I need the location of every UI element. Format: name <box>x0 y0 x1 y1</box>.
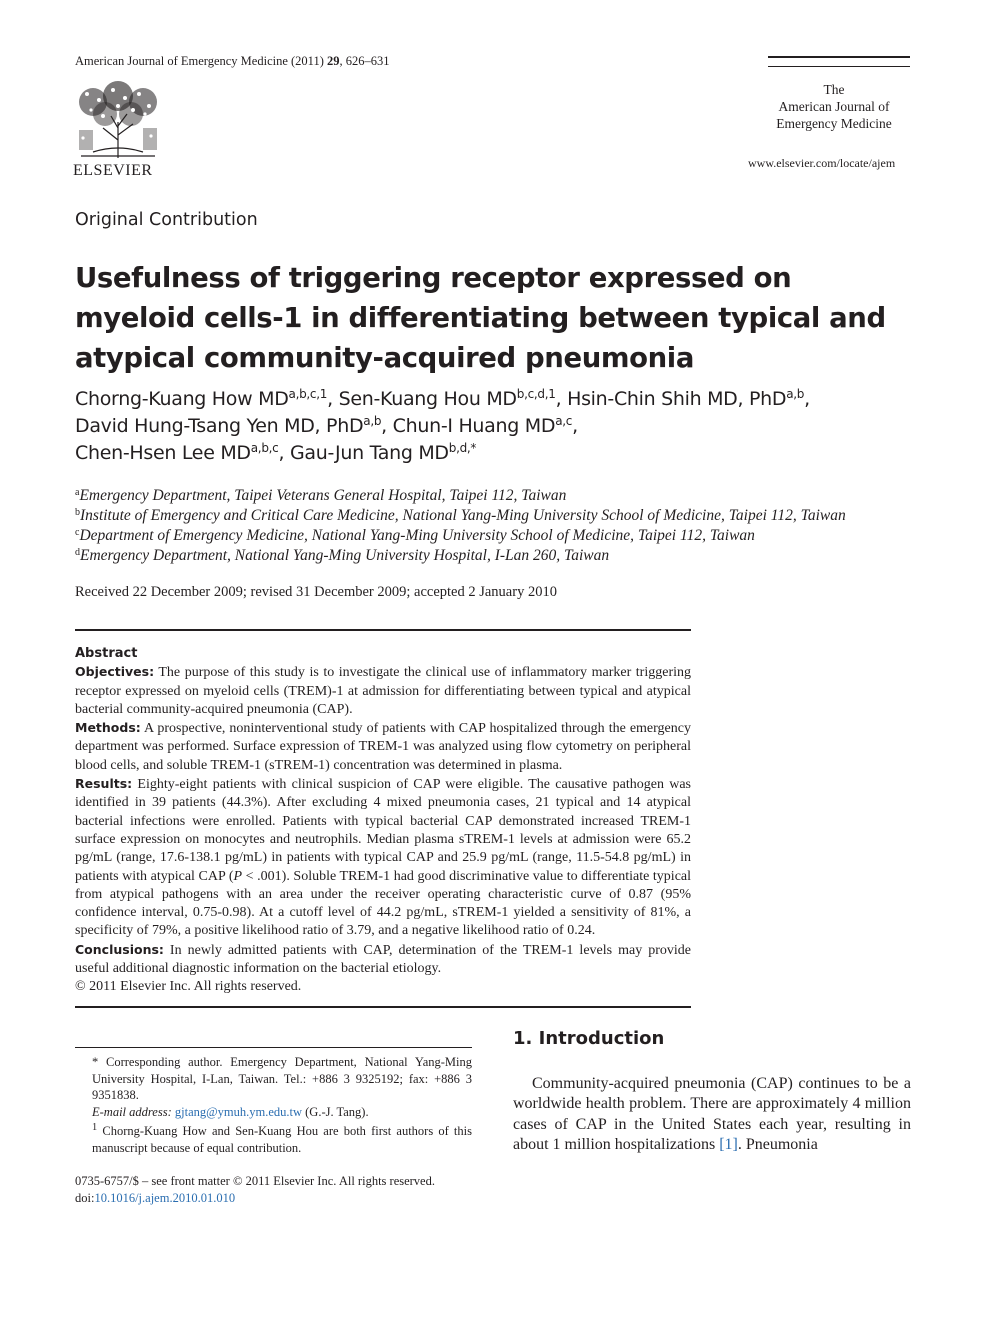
author-name[interactable]: Sen-Kuang Hou MD <box>338 388 517 410</box>
email-suffix: (G.-J. Tang). <box>302 1104 369 1119</box>
affiliation-item <box>75 546 925 566</box>
introduction-body <box>513 1074 911 1155</box>
journal-logo-line3: Emergency Medicine <box>776 116 892 131</box>
introduction-heading: 1. Introduction <box>513 1028 665 1049</box>
journal-url[interactable]: www.elsevier.com/locate/ajem <box>748 156 896 170</box>
author-affiliation-marks: a,c <box>555 414 573 428</box>
email-link[interactable]: gjtang@ymuh.ym.edu.tw <box>174 1104 302 1119</box>
footnotes <box>75 1054 472 1156</box>
equal-contribution-mark: 1 <box>92 1122 98 1133</box>
affiliation-item <box>75 506 925 526</box>
journal-logo-rules <box>768 56 910 67</box>
author-separator: , <box>278 442 290 464</box>
abstract-results <box>75 775 691 941</box>
affiliation-mark: a <box>75 487 80 498</box>
equal-contribution-text: Chorng-Kuang How and Sen-Kuang Hou are both first authors of this manuscript because of equal contribution. <box>92 1124 472 1155</box>
author-name[interactable]: Gau-Jun Tang MD <box>289 442 449 464</box>
author-name[interactable]: Chun-I Huang MD <box>392 415 556 437</box>
author-name[interactable]: Chorng-Kuang How MD <box>75 388 289 410</box>
journal-citation <box>75 54 390 69</box>
journal-logo-title <box>768 81 910 132</box>
publisher-name: ELSEVIER <box>73 162 153 179</box>
introduction-text: Community-acquired pneumonia (CAP) continues to be a worldwide health problem. There are approximately 4 million cases of CAP in the United States each year, resulting in about 1 million hospitalizations <box>513 1075 911 1153</box>
conclusions-text: In newly admitted patients with CAP, determination of the TREM-1 levels may provide useful additional diagnostic information on the bacterial etiology. <box>75 942 691 977</box>
methods-label: Methods: <box>75 720 141 736</box>
article-type: Original Contribution <box>75 210 258 230</box>
doi-line <box>75 1190 472 1207</box>
objectives-label: Objectives: <box>75 664 155 680</box>
author-list <box>75 386 925 467</box>
abstract-top-rule <box>75 629 691 631</box>
affiliation-mark: b <box>75 507 80 518</box>
author-affiliation-marks: b,c,d,1 <box>516 387 556 401</box>
author-name[interactable]: Chen-Hsen Lee MD <box>75 442 251 464</box>
received-dates: Received 22 December 2009; revised 31 December 2009; accepted 2 January 2010 <box>75 584 557 600</box>
results-text-part1: Eighty-eight patients with clinical suspicion of CAP were eligible. The causative pathogen was identified in 39 patients (44.3%). After excluding 4 mixed pneumonia cases, 21 typical and 14 atypical bacterial infections were enrolled. Patients with typical bacterial CAP demonstrated increased TREM-1 surface expression on monocytes and neutrophils. Median plasma sTREM-1 levels at admission were 65.2 pg/mL (range, 17.6-138.1 pg/mL) in patients with typical CAP and 25.9 pg/mL (range, 11.5-54.8 pg/mL) in patients with atypical CAP ( <box>75 777 691 884</box>
author-separator: , <box>381 415 393 437</box>
elsevier-tree-logo <box>73 80 163 158</box>
doi-label: doi: <box>75 1191 95 1205</box>
doi-link[interactable]: 10.1016/j.ajem.2010.01.010 <box>94 1191 236 1205</box>
author-separator: , <box>572 415 578 437</box>
introduction-paragraph <box>513 1074 911 1155</box>
conclusions-label: Conclusions: <box>75 941 164 957</box>
methods-text: A prospective, noninterventional study of patients with CAP hospitalized through the emergency department was performed. Surface expression of TREM-1 was analyzed using flow cytometry on peripheral blood cells, and soluble TREM-1 (sTREM-1) concentration was determined in plasma. <box>75 721 691 773</box>
email-label: E-mail address: <box>92 1104 172 1119</box>
citation-volume: 29 <box>327 54 340 68</box>
journal-logo <box>768 56 910 132</box>
affiliation-mark: d <box>75 547 80 558</box>
author-affiliation-marks: a,b,c,1 <box>288 387 328 401</box>
abstract-copyright: © 2011 Elsevier Inc. All rights reserved. <box>75 979 302 995</box>
affiliation-text: Emergency Department, National Yang-Ming University Hospital, I-Lan 260, Taiwan <box>80 547 610 564</box>
reference-link[interactable]: [1] <box>719 1135 738 1153</box>
author-name[interactable]: David Hung-Tsang Yen MD, PhD <box>75 415 364 437</box>
abstract-bottom-rule <box>75 1006 691 1008</box>
equal-contribution-note <box>75 1120 472 1156</box>
citation-journal: American Journal of Emergency Medicine (2011) <box>75 54 327 68</box>
author-affiliation-marks: b,d,* <box>448 441 477 455</box>
footnote-rule <box>75 1047 472 1048</box>
author-separator: , <box>327 388 339 410</box>
results-p-symbol: P <box>233 868 243 884</box>
affiliation-text: Institute of Emergency and Critical Care Medicine, National Yang-Ming University School of Medicine, Taipei 112, Taiwan <box>80 507 846 524</box>
affiliation-item <box>75 526 925 546</box>
author-separator: , <box>804 388 810 410</box>
journal-logo-line1: The <box>823 82 845 97</box>
results-label: Results: <box>75 776 133 792</box>
abstract-heading: Abstract <box>75 646 138 661</box>
author-name[interactable]: Hsin-Chin Shih MD, PhD <box>567 388 787 410</box>
affiliation-text: Emergency Department, Taipei Veterans General Hospital, Taipei 112, Taiwan <box>79 487 567 504</box>
affiliation-item <box>75 486 925 506</box>
citation-pages: , 626–631 <box>339 54 390 68</box>
objectives-text: The purpose of this study is to investigate the clinical use of inflammatory marker triggering receptor expressed on myeloid cells (TREM)-1 at admission for differentiating between typical and atypical bacterial community-acquired pneumonia (CAP). <box>75 665 691 717</box>
journal-logo-line2: American Journal of <box>778 99 890 114</box>
abstract-methods <box>75 719 691 775</box>
author-affiliation-marks: a,b <box>786 387 805 401</box>
abstract-objectives <box>75 663 691 719</box>
article-title: Usefulness of triggering receptor expressed on myeloid cells-1 in differentiating between typical and atypical community-acquired pneumonia <box>75 262 886 374</box>
introduction-text-continued: . Pneumonia <box>737 1135 818 1153</box>
abstract-conclusions <box>75 941 691 979</box>
author-affiliation-marks: a,b <box>363 414 382 428</box>
corresponding-author-note: * Corresponding author. Emergency Department, National Yang-Ming University Hospital, I-Lan, Taiwan. Tel.: +886 3 9325192; fax: +886 3 9351838. <box>92 1055 472 1102</box>
affiliation-mark: c <box>75 527 80 538</box>
email-note <box>75 1104 472 1121</box>
author-separator: , <box>555 388 568 410</box>
affiliation-text: Department of Emergency Medicine, National Yang-Ming University School of Medicine, Taipei 112, Taiwan <box>79 527 755 544</box>
results-text-part2: < .001). Soluble TREM-1 had good discriminative value to differentiate typical from atypical pathogens with an area under the receiver operating characteristic curve of 0.87 (95% confidence interval, 0.75-0.98). At a cutoff level of 44.2 pg/mL, sTREM-1 yielded a sensitivity of 81%, a specificity of 79%, a positive likelihood ratio of 3.79, and a negative likelihood ratio of 0.24. <box>75 868 692 939</box>
front-matter <box>75 1173 472 1207</box>
affiliation-list <box>75 486 925 566</box>
author-affiliation-marks: a,b,c <box>250 441 279 455</box>
abstract <box>75 645 691 997</box>
issn-line: 0735-6757/$ – see front matter © 2011 Elsevier Inc. All rights reserved. <box>75 1174 435 1188</box>
